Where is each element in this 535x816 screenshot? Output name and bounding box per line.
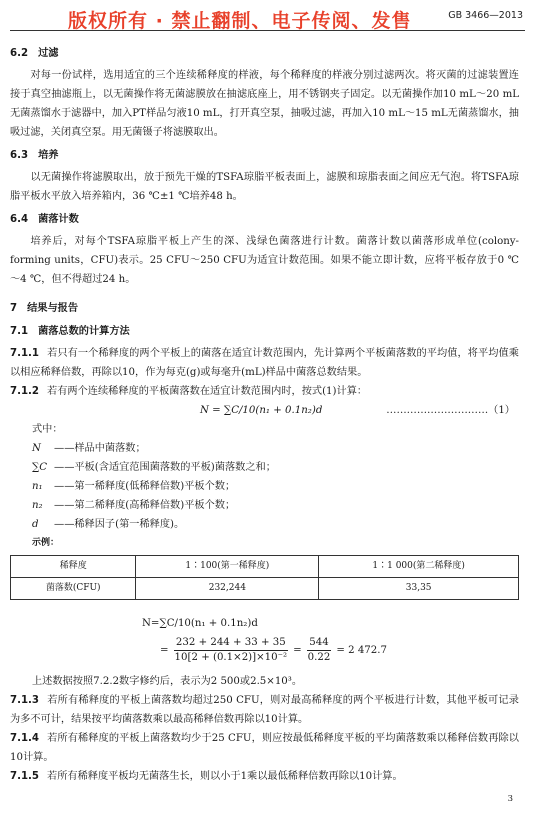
heading-6-2: 6.2 过滤 [10,48,59,59]
document-body [10,40,519,786]
definition-item: d ——稀释因子(第一稀释度)。 [32,519,185,530]
definition-item: n₁ ——第一稀释度(低稀释倍数)平板个数； [32,481,236,492]
heading-7-1: 7.1 菌落总数的计算方法 [10,326,130,337]
standard-number: GB 3466—2013 [448,10,523,21]
formula-reference: …………………………（1） [386,405,515,416]
clause-7-1-1: 7.1.1 若只有一个稀释度的两个平板上的菌落在适宜计数范围内，先计算两个平板菌落数的平均值，将平均值乘以相应稀释倍数，再除以10，作为每克(g)或每毫升(mL)样品中菌落总数结果。 [10,348,519,378]
paragraph-6-4: 培养后，对每个TSFA琼脂平板上产生的深、浅绿色菌落进行计数。菌落计数以菌落形成单位(colony-forming units，CFU)表示。25 CFU～250 CFU为适宜计数范围。如果不能立即计数，应将平板存放于0 ℃～4 ℃，但不得超过24 h。 [10,236,519,285]
formula-expression: N = ∑C/10(n₁ + 0.1n₂)d [200,405,323,416]
table-header-cell: 1∶1 000(第二稀释度) [319,556,519,578]
calc-result-line: = $\frac{232 + 244 + 33 + 35}{\text{10[2 + (0.1×2)]×10⁻²}}$ = $\frac{544}{0.22}$ = 2 472.7 [160,637,387,663]
table-cell: 菌落数(CFU) [11,578,136,600]
table-header-cell: 稀释度 [11,556,136,578]
heading-6-4: 6.4 菌落计数 [10,214,79,225]
calc-fraction-2: $\frac{544}{0.22}$ [307,637,331,663]
heading-6-3: 6.3 培养 [10,150,59,161]
calc-fraction-1: $\frac{232 + 244 + 33 + 35}{\text{10[2 + (0.1×2)]×10⁻²}}$ [174,637,288,663]
table-row [11,556,519,578]
table-cell: 33,35 [319,578,519,600]
header-rule [10,30,525,31]
table-row [11,578,519,600]
definition-item: N ——样品中菌落数； [32,443,146,454]
clause-7-1-2: 7.1.2 若有两个连续稀释度的平板菌落数在适宜计数范围内时，按式(1)计算： [10,386,368,397]
definition-item: ∑C ——平板(含适宜范围菌落数的平板)菌落数之和； [32,462,276,473]
table-cell: 232,244 [136,578,319,600]
paragraph-6-2: 对每一份试样，选用适宜的三个连续稀释度的样液，每个稀释度的样液分别过滤两次。将灭菌的过滤装置连接于真空抽滤瓶上，以无菌操作将无菌滤膜放在抽滤底座上，用不锈钢夹子固定。以无菌操作加10 mL～20 mL无菌蒸馏水于滤器中，加入PT样品匀液10 mL，打开真空泵，抽吸过滤，再加入10 mL～15 mL无菌蒸馏水，抽吸过滤，关闭真空泵。用无菌镊子将滤膜取出。 [10,70,519,138]
example-label: 示例： [32,538,60,548]
example-table [10,555,519,600]
example-calculation [142,614,519,672]
table-header-cell: 1∶100(第一稀释度) [136,556,319,578]
definitions-intro: 式中： [32,424,63,435]
clause-7-1-3: 7.1.3 若所有稀释度的平板上菌落数均超过250 CFU，则对最高稀释度的两个平板进行计数，其他平板可记录为多不可计，结果按平均菌落数乘以最高稀释倍数再除以10计算。 [10,695,519,725]
calc-formula-line: N=∑C/10(n₁ + 0.1n₂)d [142,618,258,629]
heading-7: 7 结果与报告 [10,303,79,314]
page-number: 3 [507,794,513,804]
definition-item: n₂ ——第二稀释度(高稀释倍数)平板个数； [32,500,236,511]
copyright-watermark: 版权所有 · 禁止翻制、电子传阅、发售 [68,10,412,32]
example-note: 上述数据按照7.2.2数字修约后，表示为2 500或2.5×10³。 [32,676,303,687]
formula-1 [10,401,519,420]
paragraph-6-3: 以无菌操作将滤膜取出，放于预先干燥的TSFA琼脂平板表面上，滤膜和琼脂表面之间应无气泡。将TSFA琼脂平板水平放入培养箱内，36 ℃±1 ℃培养48 h。 [10,172,519,202]
clause-7-1-5: 7.1.5 若所有稀释度平板均无菌落生长，则以小于1乘以最低稀释倍数再除以10计算。 [10,771,403,782]
clause-7-1-4: 7.1.4 若所有稀释度的平板上菌落数均少于25 CFU，则应按最低稀释度平板的平均菌落数乘以稀释倍数再除以10计算。 [10,733,519,763]
